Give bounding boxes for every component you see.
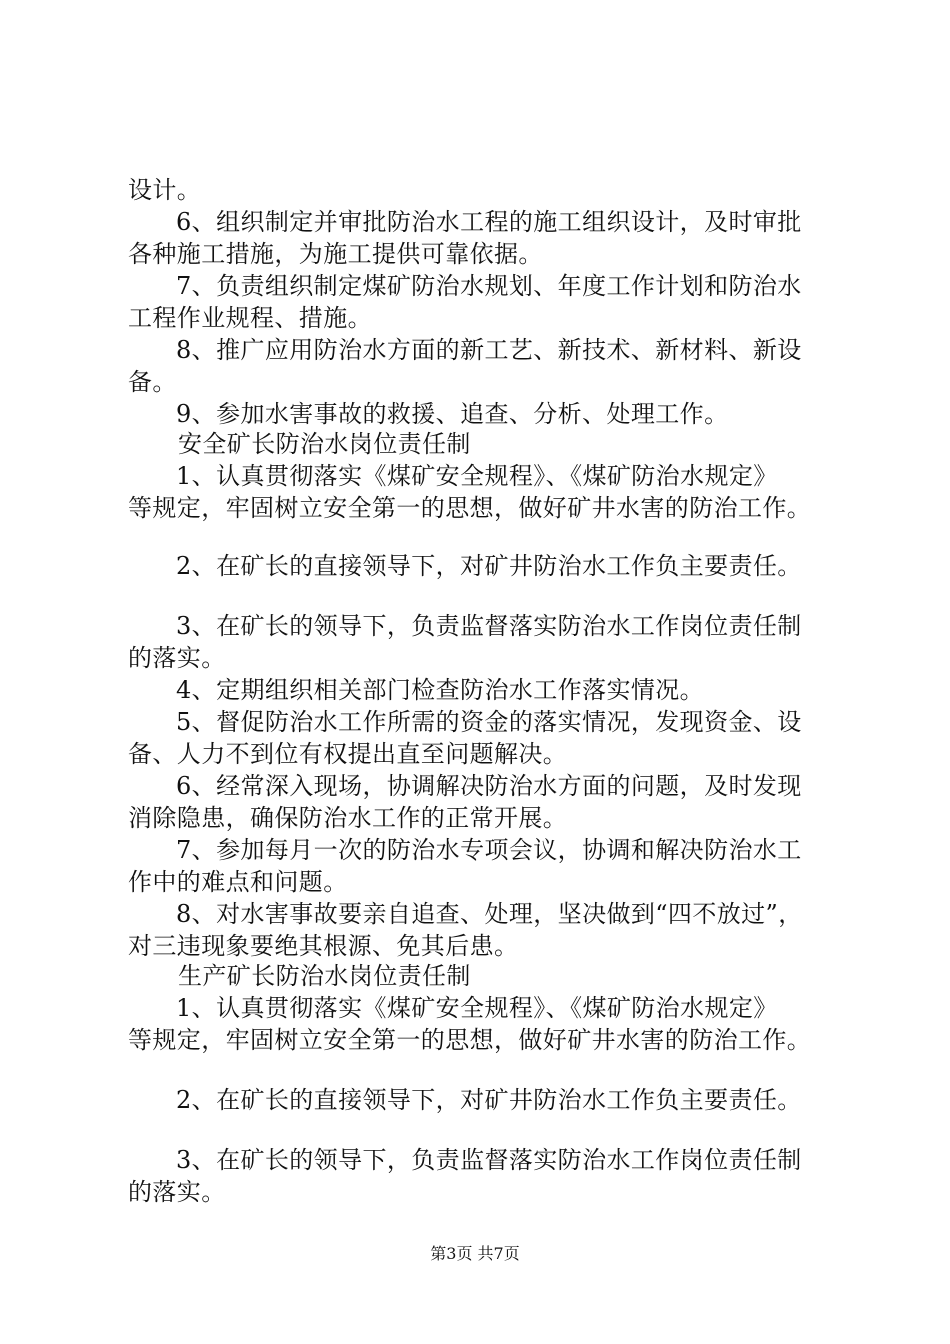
page-number-footer: 第3页 共7页 [430,1244,520,1263]
text-line: 备。 [128,368,177,396]
text-line: 6、经常深入现场，协调解决防治水方面的问题，及时发现 [176,772,802,800]
section-heading: 安全矿长防治水岗位责任制 [178,430,471,458]
text-line: 对三违现象要绝其根源、免其后患。 [128,932,519,960]
text-line: 工程作业规程、措施。 [128,304,372,332]
text-line: 各种施工措施，为施工提供可靠依据。 [128,240,543,268]
text-line: 6、组织制定并审批防治水工程的施工组织设计，及时审批 [176,208,802,236]
text-line: 等规定，牢固树立安全第一的思想，做好矿井水害的防治工作。 [128,494,812,522]
text-line: 7、参加每月一次的防治水专项会议，协调和解决防治水工 [176,836,802,864]
text-line: 1、认真贯彻落实《煤矿安全规程》、《煤矿防治水规定》 [176,462,778,490]
text-line: 3、在矿长的领导下，负责监督落实防治水工作岗位责任制 [176,1146,802,1174]
text-line: 1、认真贯彻落实《煤矿安全规程》、《煤矿防治水规定》 [176,994,778,1022]
text-line: 4、定期组织相关部门检查防治水工作落实情况。 [176,676,705,704]
text-line: 9、参加水害事故的救援、追查、分析、处理工作。 [176,400,729,428]
text-line: 2、在矿长的直接领导下，对矿井防治水工作负主要责任。 [176,1086,802,1114]
text-line: 5、督促防治水工作所需的资金的落实情况，发现资金、设 [176,708,802,736]
text-line: 设计。 [128,176,202,204]
text-line: 8、对水害事故要亲自追查、处理，坚决做到“四不放过”， [176,900,803,928]
text-line: 3、在矿长的领导下，负责监督落实防治水工作岗位责任制 [176,612,802,640]
text-line: 消除隐患，确保防治水工作的正常开展。 [128,804,568,832]
text-line: 7、负责组织制定煤矿防治水规划、年度工作计划和防治水 [176,272,802,300]
text-line: 2、在矿长的直接领导下，对矿井防治水工作负主要责任。 [176,552,802,580]
text-line: 的落实。 [128,1178,226,1206]
text-line: 8、推广应用防治水方面的新工艺、新技术、新材料、新设 [176,336,802,364]
section-heading: 生产矿长防治水岗位责任制 [178,962,471,990]
text-line: 的落实。 [128,644,226,672]
text-line: 备、人力不到位有权提出直至问题解决。 [128,740,568,768]
text-line: 作中的难点和问题。 [128,868,348,896]
text-line: 等规定，牢固树立安全第一的思想，做好矿井水害的防治工作。 [128,1026,812,1054]
